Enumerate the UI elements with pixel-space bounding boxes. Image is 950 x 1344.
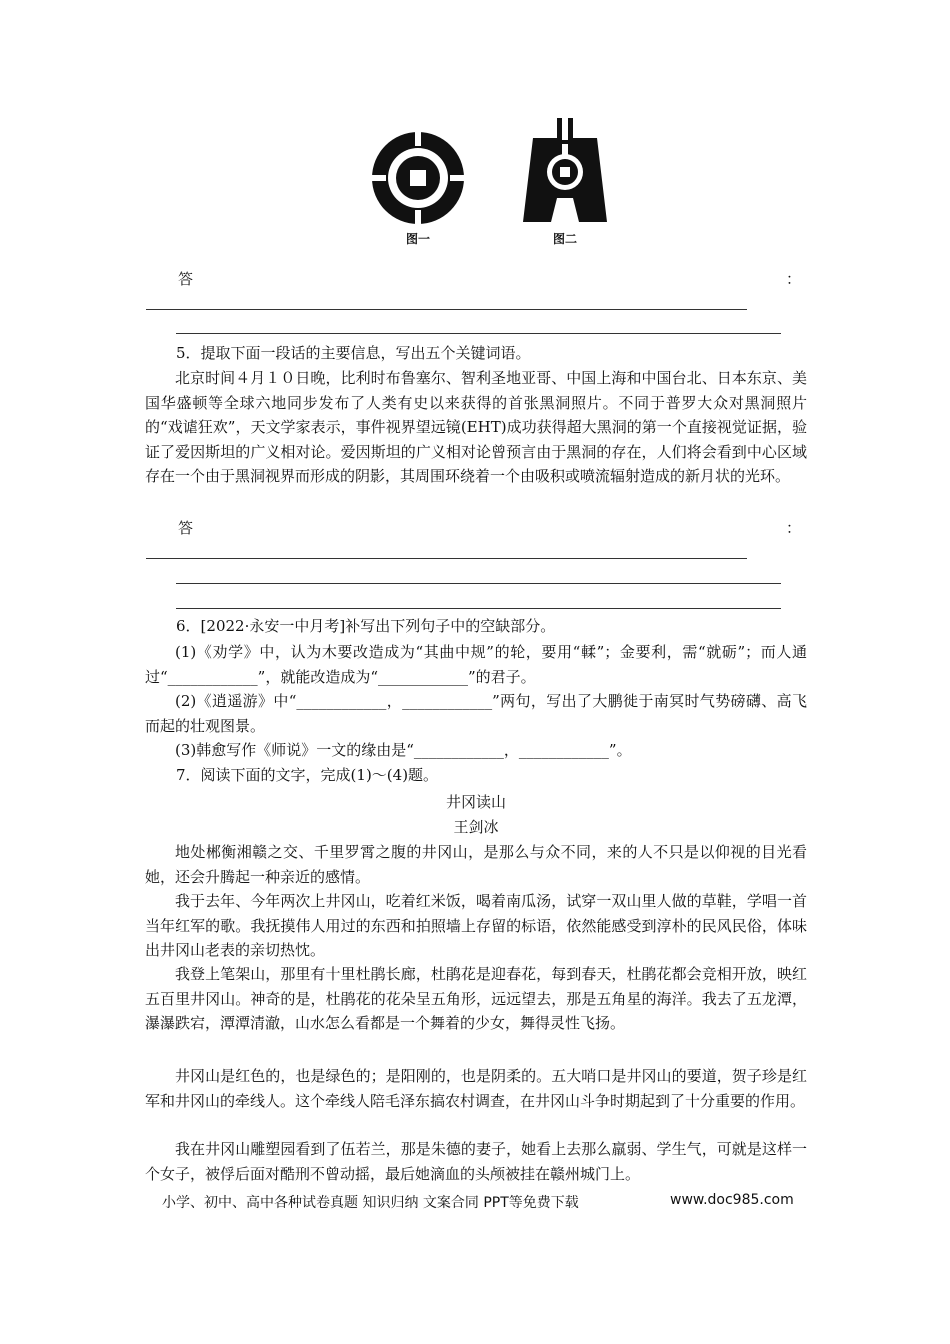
question-5-prompt: 5．提取下面一段话的主要信息，写出五个关键词语。: [176, 344, 531, 362]
question-6-prompt: 6．[2022·永安一中月考]补写出下列句子中的空缺部分。: [176, 617, 556, 635]
footer-text: 小学、初中、高中各种试卷真题 知识归纳 文案合同 PPT等免费下载: [162, 1195, 579, 1211]
figure-1-caption: 图一: [406, 232, 431, 246]
figure-2: [515, 116, 615, 226]
answer-line: [146, 309, 747, 310]
answer-line: [176, 608, 781, 609]
question-7-prompt: 7．阅读下面的文字，完成(1)～(4)题。: [176, 766, 439, 784]
answer-colon: ：: [786, 519, 802, 537]
article-title: 井冈读山: [445, 793, 506, 811]
article-paragraph: 我于去年、今年两次上井冈山，吃着红米饭，喝着南瓜汤，试穿一双山里人做的草鞋，学唱一首当年红军的歌。我抚摸伟人用过的东西和拍照墙上存留的标语，依然能感受到淳朴的民风民俗，体味出井冈山老表的亲切热忱。: [145, 892, 807, 959]
question-5-passage: 北京时间４月１０日晚，比利时布鲁塞尔、智利圣地亚哥、中国上海和中国台北、日本东京、美国华盛顿等全球六地同步发布了人类有史以来获得的首张黑洞照片。不同于普罗大众对黑洞照片的“戏谑狂欢”，天文学家表示，事件视界望远镜(EHT)成功获得超大黑洞的第一个直接视觉证据，验证了爱因斯坦的广义相对论。爱因斯坦的广义相对论曾预言由于黑洞的存在，人们将会看到中心区域存在一个由于黑洞视界而形成的阴影，其周围环绕着一个由吸积或喷流辐射造成的新月状的光环。: [145, 369, 807, 485]
article-paragraph: 我登上笔架山，那里有十里杜鹃长廊，杜鹃花是迎春花，每到春天，杜鹃花都会竞相开放，映红五百里井冈山。神奇的是，杜鹃花的花朵呈五角形，远远望去，那是五角星的海洋。我去了五龙潭，瀑瀑跌宕，潭潭清澈，山水怎么看都是一个舞着的少女，舞得灵性飞扬。: [145, 965, 807, 1032]
answer-colon: ：: [786, 270, 802, 288]
question-6-item-1: (1)《劝学》中，认为木要改造成为“其曲中规”的轮，要用“輮”；金要利，需“就砺”；而人通过“____________”，就能改造成为“____________”的君子。: [145, 643, 807, 686]
coin-emblem-icon: [368, 128, 468, 228]
spade-coin-icon: [515, 116, 615, 226]
question-6-item-3: (3)韩愈写作《师说》一文的缘由是“____________，____________”。: [175, 741, 632, 759]
article-paragraph: 地处郴衡湘赣之交、千里罗霄之腹的井冈山，是那么与众不同，来的人不只是以仰视的目光看她，还会升腾起一种亲近的感情。: [145, 843, 807, 886]
figure-1: [368, 128, 468, 228]
article-paragraph: 我在井冈山雕塑园看到了伍若兰，那是朱德的妻子，她看上去那么羸弱、学生气，可就是这样一个女子，被俘后面对酷刑不曾动摇，最后她滴血的头颅被挂在赣州城门上。: [145, 1140, 807, 1183]
answer-line: [146, 558, 747, 559]
answer-line: [176, 333, 781, 334]
footer-site: www.doc985.com: [670, 1192, 794, 1208]
answer-label: 答: [178, 270, 194, 288]
article-author: 王剑冰: [453, 818, 499, 836]
article-paragraph: 井冈山是红色的，也是绿色的；是阳刚的，也是阴柔的。五大哨口是井冈山的要道，贺子珍是红军和井冈山的牵线人。这个牵线人陪毛泽东搞农村调查，在井冈山斗争时期起到了十分重要的作用。: [145, 1067, 807, 1110]
question-6-item-2: (2)《逍遥游》中“____________，____________”两句，写出了大鹏徙于南冥时气势磅礴、高飞而起的壮观图景。: [145, 692, 807, 735]
answer-label: 答: [178, 519, 194, 537]
figure-2-caption: 图二: [553, 232, 578, 246]
answer-line: [176, 583, 781, 584]
